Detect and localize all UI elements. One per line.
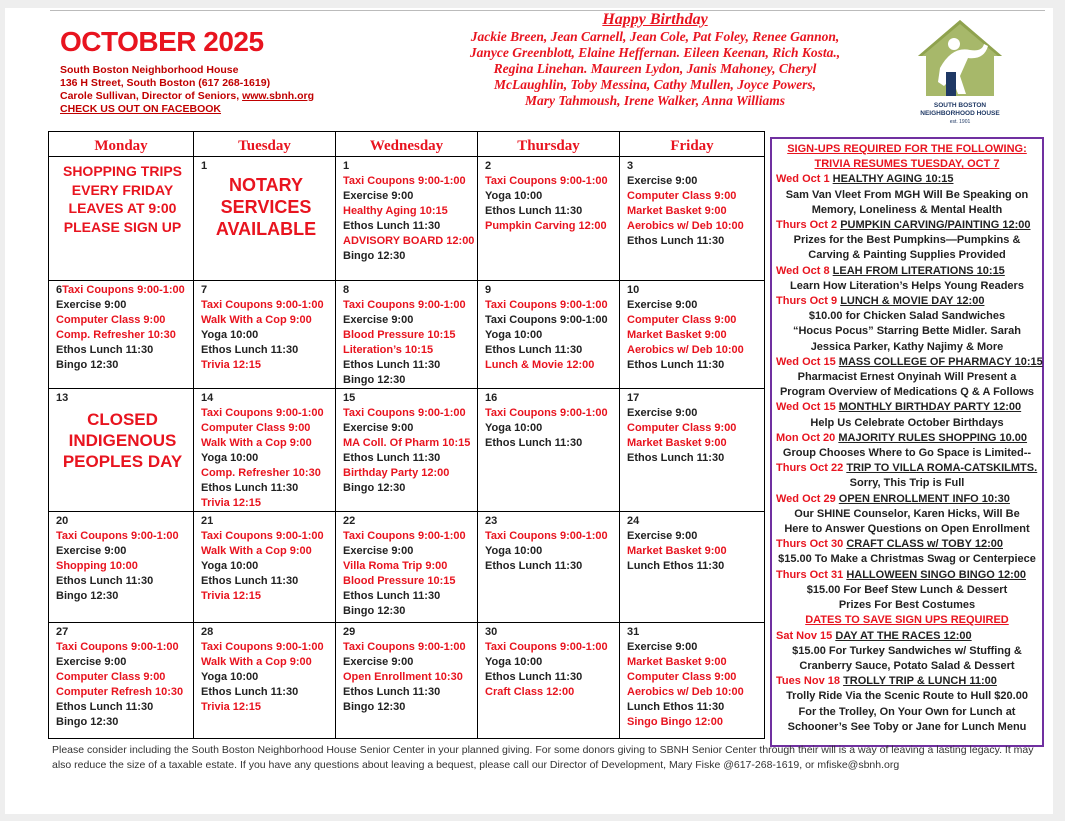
event-item: Ethos Lunch 11:30	[343, 220, 441, 232]
event-item: Walk With a Cop 9:00	[201, 656, 312, 668]
org-address: 136 H Street, South Boston (617 268-1619)	[60, 77, 271, 89]
event-item: Bingo 12:30	[343, 374, 406, 386]
event-item: Yoga 10:00	[201, 329, 259, 341]
event-item: Bingo 12:30	[56, 359, 119, 371]
planned-giving-note: Please consider including the South Boston Neighborhood House Senior Center in your planned giving. For some donors giving to SBNH Senior Center through their will is a way of leaving a lasting legacy. It may also reduce the size of a taxable estate. If you have any questions about leaving a bequest, please call our Director of Development, Mary Fiske @617-268-1619, or mfiske@sbnh.org	[52, 744, 1034, 771]
signup-date: Tues Nov 18	[776, 675, 840, 688]
director-text: Carole Sullivan, Director of Seniors,	[60, 90, 243, 102]
day-cell	[49, 623, 194, 739]
signup-event: TRIP TO VILLA ROMA-CATSKILMTS.	[846, 462, 1038, 475]
birthday-names	[425, 29, 885, 109]
day-number: 31	[627, 626, 640, 638]
event-item: Open Enrollment 10:30	[343, 671, 463, 683]
notice-line: CLOSED	[87, 410, 158, 429]
notice-line: SHOPPING TRIPS	[62, 163, 183, 179]
event-item: Market Basket 9:00	[627, 656, 727, 668]
event-item: Yoga 10:00	[485, 329, 543, 341]
signup-item	[776, 294, 1038, 309]
house-icon	[910, 16, 1010, 102]
event-item: Walk With a Cop 9:00	[201, 437, 312, 449]
day-cell	[336, 157, 478, 281]
event-item: Taxi Coupons 9:00-1:00	[201, 299, 324, 311]
signup-description: $15.00 To Make a Christmas Swag or Centerpiece	[778, 553, 1036, 566]
event-item: Bingo 12:30	[56, 590, 119, 602]
event-item: Ethos Lunch 11:30	[485, 437, 583, 449]
event-item: Bingo 12:30	[343, 250, 406, 262]
signup-item	[776, 218, 1038, 233]
signup-description: Help Us Celebrate October Birthdays	[810, 416, 1004, 429]
event-item: Walk With a Cop 9:00	[201, 545, 312, 557]
event-item: Villa Roma Trip 9:00	[343, 560, 448, 572]
event-item: Yoga 10:00	[485, 190, 543, 202]
calendar-page	[5, 8, 1053, 814]
event-item: Taxi Coupons 9:00-1:00	[201, 407, 324, 419]
event-item: Yoga 10:00	[485, 656, 543, 668]
signup-description: $15.00 For Turkey Sandwiches w/ Stuffing &	[792, 644, 1022, 657]
event-item: Computer Class 9:00	[201, 422, 311, 434]
event-item: Computer Class 9:00	[56, 671, 166, 683]
event-item: Ethos Lunch 11:30	[627, 452, 725, 464]
signup-event: HALLOWEEN SINGO BINGO 12:00	[846, 568, 1027, 581]
signup-item	[776, 461, 1038, 476]
signup-description: “Hocus Pocus” Starring Bette Midler. Sarah	[792, 325, 1021, 338]
event-item: Yoga 10:00	[485, 422, 543, 434]
event-item: Exercise 9:00	[343, 656, 414, 668]
event-item: Bingo 12:30	[343, 701, 406, 713]
day-cell	[49, 281, 194, 389]
event-item: Exercise 9:00	[343, 422, 414, 434]
notice-line: PEOPLES DAY	[62, 452, 183, 471]
day-number: 1	[343, 160, 350, 172]
signup-item	[776, 172, 1038, 187]
event-item: Blood Pressure 10:15	[343, 575, 456, 587]
signup-event: MAJORITY RULES SHOPPING 10.00	[838, 431, 1028, 444]
event-item: Ethos Lunch 11:30	[343, 590, 441, 602]
logo-line: NEIGHBORHOOD HOUSE	[920, 110, 1000, 117]
event-item: Taxi Coupons 9:00-1:00	[485, 314, 608, 326]
event-item: Exercise 9:00	[56, 545, 127, 557]
signup-description: Trolly Ride Via the Scenic Route to Hull $20.00	[786, 690, 1028, 703]
event-item: Ethos Lunch 11:30	[485, 671, 583, 683]
page-title: OCTOBER 2025	[60, 26, 264, 57]
signup-event: CRAFT CLASS w/ TOBY 12:00	[846, 538, 1003, 551]
signup-item	[776, 355, 1043, 370]
event-item: Taxi Coupons 9:00-1:00	[343, 530, 466, 542]
day-number: 21	[201, 515, 214, 527]
event-item: Exercise 9:00	[56, 299, 127, 311]
event-item: Yoga 10:00	[485, 545, 543, 557]
notice-line: AVAILABLE	[215, 219, 317, 239]
signup-description: For the Trolley, On Your Own for Lunch at	[798, 705, 1016, 718]
event-item: Bingo 12:30	[343, 482, 406, 494]
closed-notice	[56, 409, 189, 472]
day-cell	[336, 389, 478, 512]
signup-event: TROLLY TRIP & LUNCH 11:00	[843, 675, 997, 688]
sidebar-subheading: TRIVIA RESUMES TUESDAY, OCT 7	[814, 158, 1000, 171]
day-cell	[478, 389, 620, 512]
event-item: Trivia 12:15	[201, 497, 261, 509]
event-item: Exercise 9:00	[627, 530, 698, 542]
event-item: Exercise 9:00	[627, 641, 698, 653]
event-item: Exercise 9:00	[343, 545, 414, 557]
event-item: Ethos Lunch 11:30	[485, 205, 583, 217]
event-item: Aerobics w/ Deb 10:00	[627, 220, 744, 232]
website-link[interactable]: www.sbnh.org	[242, 90, 315, 102]
event-item: Trivia 12:15	[201, 359, 261, 371]
signup-description: Pharmacist Ernest Onyinah Will Present a	[797, 371, 1017, 384]
day-cell	[478, 512, 620, 623]
signup-date: Wed Oct 29	[776, 492, 836, 505]
day-cell	[478, 623, 620, 739]
signup-item	[776, 674, 1038, 689]
day-header-wednesday: Wednesday	[336, 132, 478, 157]
event-item: Taxi Coupons 9:00-1:00	[485, 407, 608, 419]
notice-line: EVERY FRIDAY	[71, 181, 174, 198]
signup-description: Jessica Parker, Kathy Najimy & More	[810, 340, 1004, 353]
event-item: Taxi Coupons 9:00-1:00	[343, 175, 466, 187]
event-item: Taxi Coupons 9:00-1:00	[485, 175, 608, 187]
event-item: Ethos Lunch 11:30	[343, 686, 441, 698]
day-number: 6	[56, 284, 63, 296]
signup-date: Sat Nov 15	[776, 629, 833, 642]
event-item: Yoga 10:00	[201, 671, 259, 683]
sidebar-heading: SIGN-UPS REQUIRED FOR THE FOLLOWING:	[787, 143, 1027, 155]
notice-line: PLEASE SIGN UP	[63, 218, 182, 235]
day-cell	[336, 512, 478, 623]
signup-item	[776, 264, 1038, 279]
signup-event: DAY AT THE RACES 12:00	[835, 629, 972, 642]
event-item: Ethos Lunch 11:30	[343, 452, 441, 464]
logo-line: est. 1901	[949, 119, 971, 125]
event-item: Ethos Lunch 11:30	[485, 560, 583, 572]
day-cell	[194, 389, 336, 512]
day-header-monday: Monday	[49, 132, 194, 157]
signup-item	[776, 629, 1038, 644]
event-item: Ethos Lunch 11:30	[627, 235, 725, 247]
event-item: Trivia 12:15	[201, 590, 261, 602]
day-number: 30	[485, 626, 498, 638]
event-item: Taxi Coupons 9:00-1:00	[343, 641, 466, 653]
signup-description: $10.00 for Chicken Salad Sandwiches	[808, 310, 1006, 323]
day-cell	[620, 157, 765, 281]
sbnh-logo	[910, 16, 1010, 125]
event-item: Literation’s 10:15	[343, 344, 434, 356]
event-item: Healthy Aging 10:15	[343, 205, 448, 217]
notice-line: LEAVES AT 9:00	[68, 200, 177, 216]
day-cell	[620, 623, 765, 739]
birthday-block	[425, 10, 885, 109]
signup-event: LUNCH & MOVIE DAY 12:00	[840, 295, 985, 308]
event-item: Taxi Coupons 9:00-1:00	[485, 641, 608, 653]
facebook-link[interactable]: CHECK US OUT ON FACEBOOK	[60, 103, 222, 115]
event-item: Market Basket 9:00	[627, 329, 727, 341]
event-item: Ethos Lunch 11:30	[56, 575, 154, 587]
event-item: Exercise 9:00	[56, 656, 127, 668]
signup-event: LEAH FROM LITERATIONS 10:15	[832, 264, 1005, 277]
event-item: Aerobics w/ Deb 10:00	[627, 344, 744, 356]
day-number: 20	[56, 515, 69, 527]
signup-event: MASS COLLEGE OF PHARMACY 10:15	[838, 355, 1043, 368]
event-item: Ethos Lunch 11:30	[201, 575, 299, 587]
signup-event: HEALTHY AGING 10:15	[832, 173, 954, 186]
day-cell	[194, 157, 336, 281]
event-item: Ethos Lunch 11:30	[201, 686, 299, 698]
birthday-line: Janyce Greenblott, Elaine Heffernan. Eileen Keenan, Rich Kosta.,	[469, 45, 841, 60]
day-number: 8	[343, 284, 350, 296]
logo-text	[910, 102, 1010, 126]
event-item: Computer Class 9:00	[627, 190, 737, 202]
day-number: 1	[201, 160, 208, 172]
event-item: Ethos Lunch 11:30	[201, 344, 299, 356]
notice-line: NOTARY	[229, 175, 303, 195]
day-cell	[336, 623, 478, 739]
event-item: Computer Class 9:00	[627, 422, 737, 434]
event-item: Ethos Lunch 11:30	[627, 359, 725, 371]
signup-description: $15.00 For Beef Stew Lunch & Dessert	[806, 583, 1008, 596]
signup-date: Wed Oct 1	[776, 173, 830, 186]
day-number: 2	[485, 160, 492, 172]
event-item: Trivia 12:15	[201, 701, 261, 713]
day-number: 29	[343, 626, 356, 638]
day-cell	[336, 281, 478, 389]
signup-item	[776, 568, 1038, 583]
signup-date: Mon Oct 20	[776, 431, 836, 444]
logo-line: SOUTH BOSTON	[933, 102, 987, 109]
signup-description: Sorry, This Trip is Full	[849, 477, 965, 490]
signup-date: Wed Oct 15	[776, 355, 836, 368]
day-number: 3	[627, 160, 634, 172]
event-item: Birthday Party 12:00	[343, 467, 450, 479]
day-number: 28	[201, 626, 214, 638]
signup-description: Learn How Literation’s Helps Young Readers	[790, 279, 1024, 292]
day-cell	[620, 281, 765, 389]
signup-description: Carving & Painting Supplies Provided	[808, 249, 1006, 262]
day-cell	[49, 389, 194, 512]
event-item: Lunch Ethos 11:30	[627, 701, 725, 713]
event-item: Market Basket 9:00	[627, 545, 727, 557]
event-item: Exercise 9:00	[343, 190, 414, 202]
day-number: 10	[627, 284, 640, 296]
signup-event: PUMPKIN CARVING/PAINTING 12:00	[840, 219, 1031, 232]
calendar-grid	[48, 131, 765, 739]
event-item: Computer Class 9:00	[627, 671, 737, 683]
signup-list	[776, 172, 1043, 613]
birthday-line: McLaughlin, Toby Messina, Cathy Mullen, Joyce Powers,	[493, 77, 817, 92]
org-info	[60, 64, 314, 116]
event-item: Exercise 9:00	[627, 299, 698, 311]
signup-date: Thurs Oct 31	[776, 568, 844, 581]
day-number: 24	[627, 515, 640, 527]
event-item: Taxi Coupons 9:00-1:00	[485, 530, 608, 542]
org-name: South Boston Neighborhood House	[60, 64, 239, 76]
event-item: Exercise 9:00	[343, 314, 414, 326]
event-item: Comp. Refresher 10:30	[56, 329, 176, 341]
event-item: Taxi Coupons 9:00-1:00	[62, 284, 185, 296]
signup-description: Sam Van Vleet From MGH Will Be Speaking on	[785, 188, 1029, 201]
event-item: Taxi Coupons 9:00-1:00	[201, 641, 324, 653]
day-cell	[620, 512, 765, 623]
signup-event: OPEN ENROLLMENT INFO 10:30	[838, 492, 1010, 505]
day-number: 15	[343, 392, 356, 404]
event-item: Bingo 12:30	[343, 605, 406, 617]
signup-date: Wed Oct 15	[776, 401, 836, 414]
event-item: Computer Class 9:00	[627, 314, 737, 326]
birthday-line: Jackie Breen, Jean Carnell, Jean Cole, Pat Foley, Renee Gannon,	[470, 29, 840, 44]
event-item: Singo Bingo 12:00	[627, 716, 723, 728]
event-item: Ethos Lunch 11:30	[343, 359, 441, 371]
signup-description: Prizes for the Best Pumpkins—Pumpkins &	[793, 234, 1021, 247]
day-header-friday: Friday	[620, 132, 765, 157]
event-item: Craft Class 12:00	[485, 686, 575, 698]
notice-line: SERVICES	[220, 197, 312, 217]
day-number: 27	[56, 626, 69, 638]
event-item: Bingo 12:30	[56, 716, 119, 728]
event-item: Market Basket 9:00	[627, 205, 727, 217]
event-item: Taxi Coupons 9:00-1:00	[56, 530, 179, 542]
day-number: 17	[627, 392, 640, 404]
signup-item	[776, 537, 1038, 552]
event-item: Computer Class 9:00	[56, 314, 166, 326]
day-number: 16	[485, 392, 498, 404]
event-item: Exercise 9:00	[627, 175, 698, 187]
event-item: Market Basket 9:00	[627, 437, 727, 449]
event-item: Walk With a Cop 9:00	[201, 314, 312, 326]
signup-item	[776, 492, 1038, 507]
signup-description: Group Chooses Where to Go Space is Limited--	[782, 447, 1032, 460]
event-item: Yoga 10:00	[201, 452, 259, 464]
day-header-thursday: Thursday	[478, 132, 620, 157]
notary-notice	[201, 174, 331, 240]
signup-date: Thurs Oct 30	[776, 538, 844, 551]
day-cell	[49, 512, 194, 623]
event-item: Taxi Coupons 9:00-1:00	[201, 530, 324, 542]
event-item: ADVISORY BOARD 12:00	[343, 235, 475, 247]
event-item: Ethos Lunch 11:30	[201, 482, 299, 494]
event-item: Exercise 9:00	[627, 407, 698, 419]
signup-item	[776, 400, 1038, 415]
event-item: Blood Pressure 10:15	[343, 329, 456, 341]
event-item: Yoga 10:00	[201, 560, 259, 572]
signup-description: Prizes For Best Costumes	[838, 599, 976, 612]
day-cell	[620, 389, 765, 512]
shopping-notice	[56, 162, 189, 236]
signup-description: Schooner’s See Toby or Jane for Lunch Menu	[787, 720, 1027, 733]
day-cell	[478, 157, 620, 281]
day-number: 14	[201, 392, 214, 404]
event-item: Taxi Coupons 9:00-1:00	[485, 299, 608, 311]
event-item: Lunch & Movie 12:00	[485, 359, 595, 371]
notice-line: INDIGENOUS	[68, 431, 177, 450]
birthday-line: Regina Linehan. Maureen Lydon, Janis Mahoney, Cheryl	[493, 61, 817, 76]
signup-date: Thurs Oct 9	[776, 295, 838, 308]
signup-date: Thurs Oct 2	[776, 219, 838, 232]
day-header-tuesday: Tuesday	[194, 132, 336, 157]
signup-description: Cranberry Sauce, Potato Salad & Dessert	[799, 659, 1015, 672]
day-number: 13	[56, 392, 69, 404]
event-item: Taxi Coupons 9:00-1:00	[56, 641, 179, 653]
signup-description: Program Overview of Medications Q & A Follows	[779, 386, 1035, 399]
signup-date: Wed Oct 8	[776, 264, 830, 277]
dates-to-save-heading: DATES TO SAVE SIGN UPS REQUIRED	[805, 614, 1009, 627]
event-item: Taxi Coupons 9:00-1:00	[343, 299, 466, 311]
event-item: Taxi Coupons 9:00-1:00	[343, 407, 466, 419]
event-item: Computer Refresh 10:30	[56, 686, 184, 698]
event-item: Ethos Lunch 11:30	[56, 344, 154, 356]
birthday-line: Mary Tahmoush, Irene Walker, Anna Williams	[525, 93, 785, 108]
signup-description: Here to Answer Questions on Open Enrollment	[784, 523, 1030, 536]
birthday-title: Happy Birthday	[602, 11, 708, 28]
shopping-notice-cell	[49, 157, 194, 281]
event-item: Lunch Ethos 11:30	[627, 560, 725, 572]
signup-description: Our SHINE Counselor, Karen Hicks, Will Be	[794, 507, 1020, 520]
day-number: 22	[343, 515, 356, 527]
day-number: 9	[485, 284, 492, 296]
day-number: 7	[201, 284, 208, 296]
event-item: Ethos Lunch 11:30	[485, 344, 583, 356]
signup-description: Memory, Loneliness & Mental Health	[811, 203, 1003, 216]
event-item: Aerobics w/ Deb 10:00	[627, 686, 744, 698]
day-cell	[194, 623, 336, 739]
event-item: Shopping 10:00	[56, 560, 138, 572]
day-number: 23	[485, 515, 498, 527]
signup-date: Thurs Oct 22	[776, 462, 844, 475]
day-cell	[194, 512, 336, 623]
signups-sidebar	[770, 137, 1044, 747]
save-date-list	[776, 629, 1038, 735]
org-director	[60, 90, 314, 103]
signup-item	[776, 431, 1038, 446]
day-cell	[478, 281, 620, 389]
day-cell	[194, 281, 336, 389]
event-item: Ethos Lunch 11:30	[56, 701, 154, 713]
event-item: Comp. Refresher 10:30	[201, 467, 321, 479]
event-item: Pumpkin Carving 12:00	[485, 220, 607, 232]
signup-event: MONTHLY BIRTHDAY PARTY 12:00	[838, 401, 1022, 414]
event-item: MA Coll. Of Pharm 10:15	[343, 437, 471, 449]
